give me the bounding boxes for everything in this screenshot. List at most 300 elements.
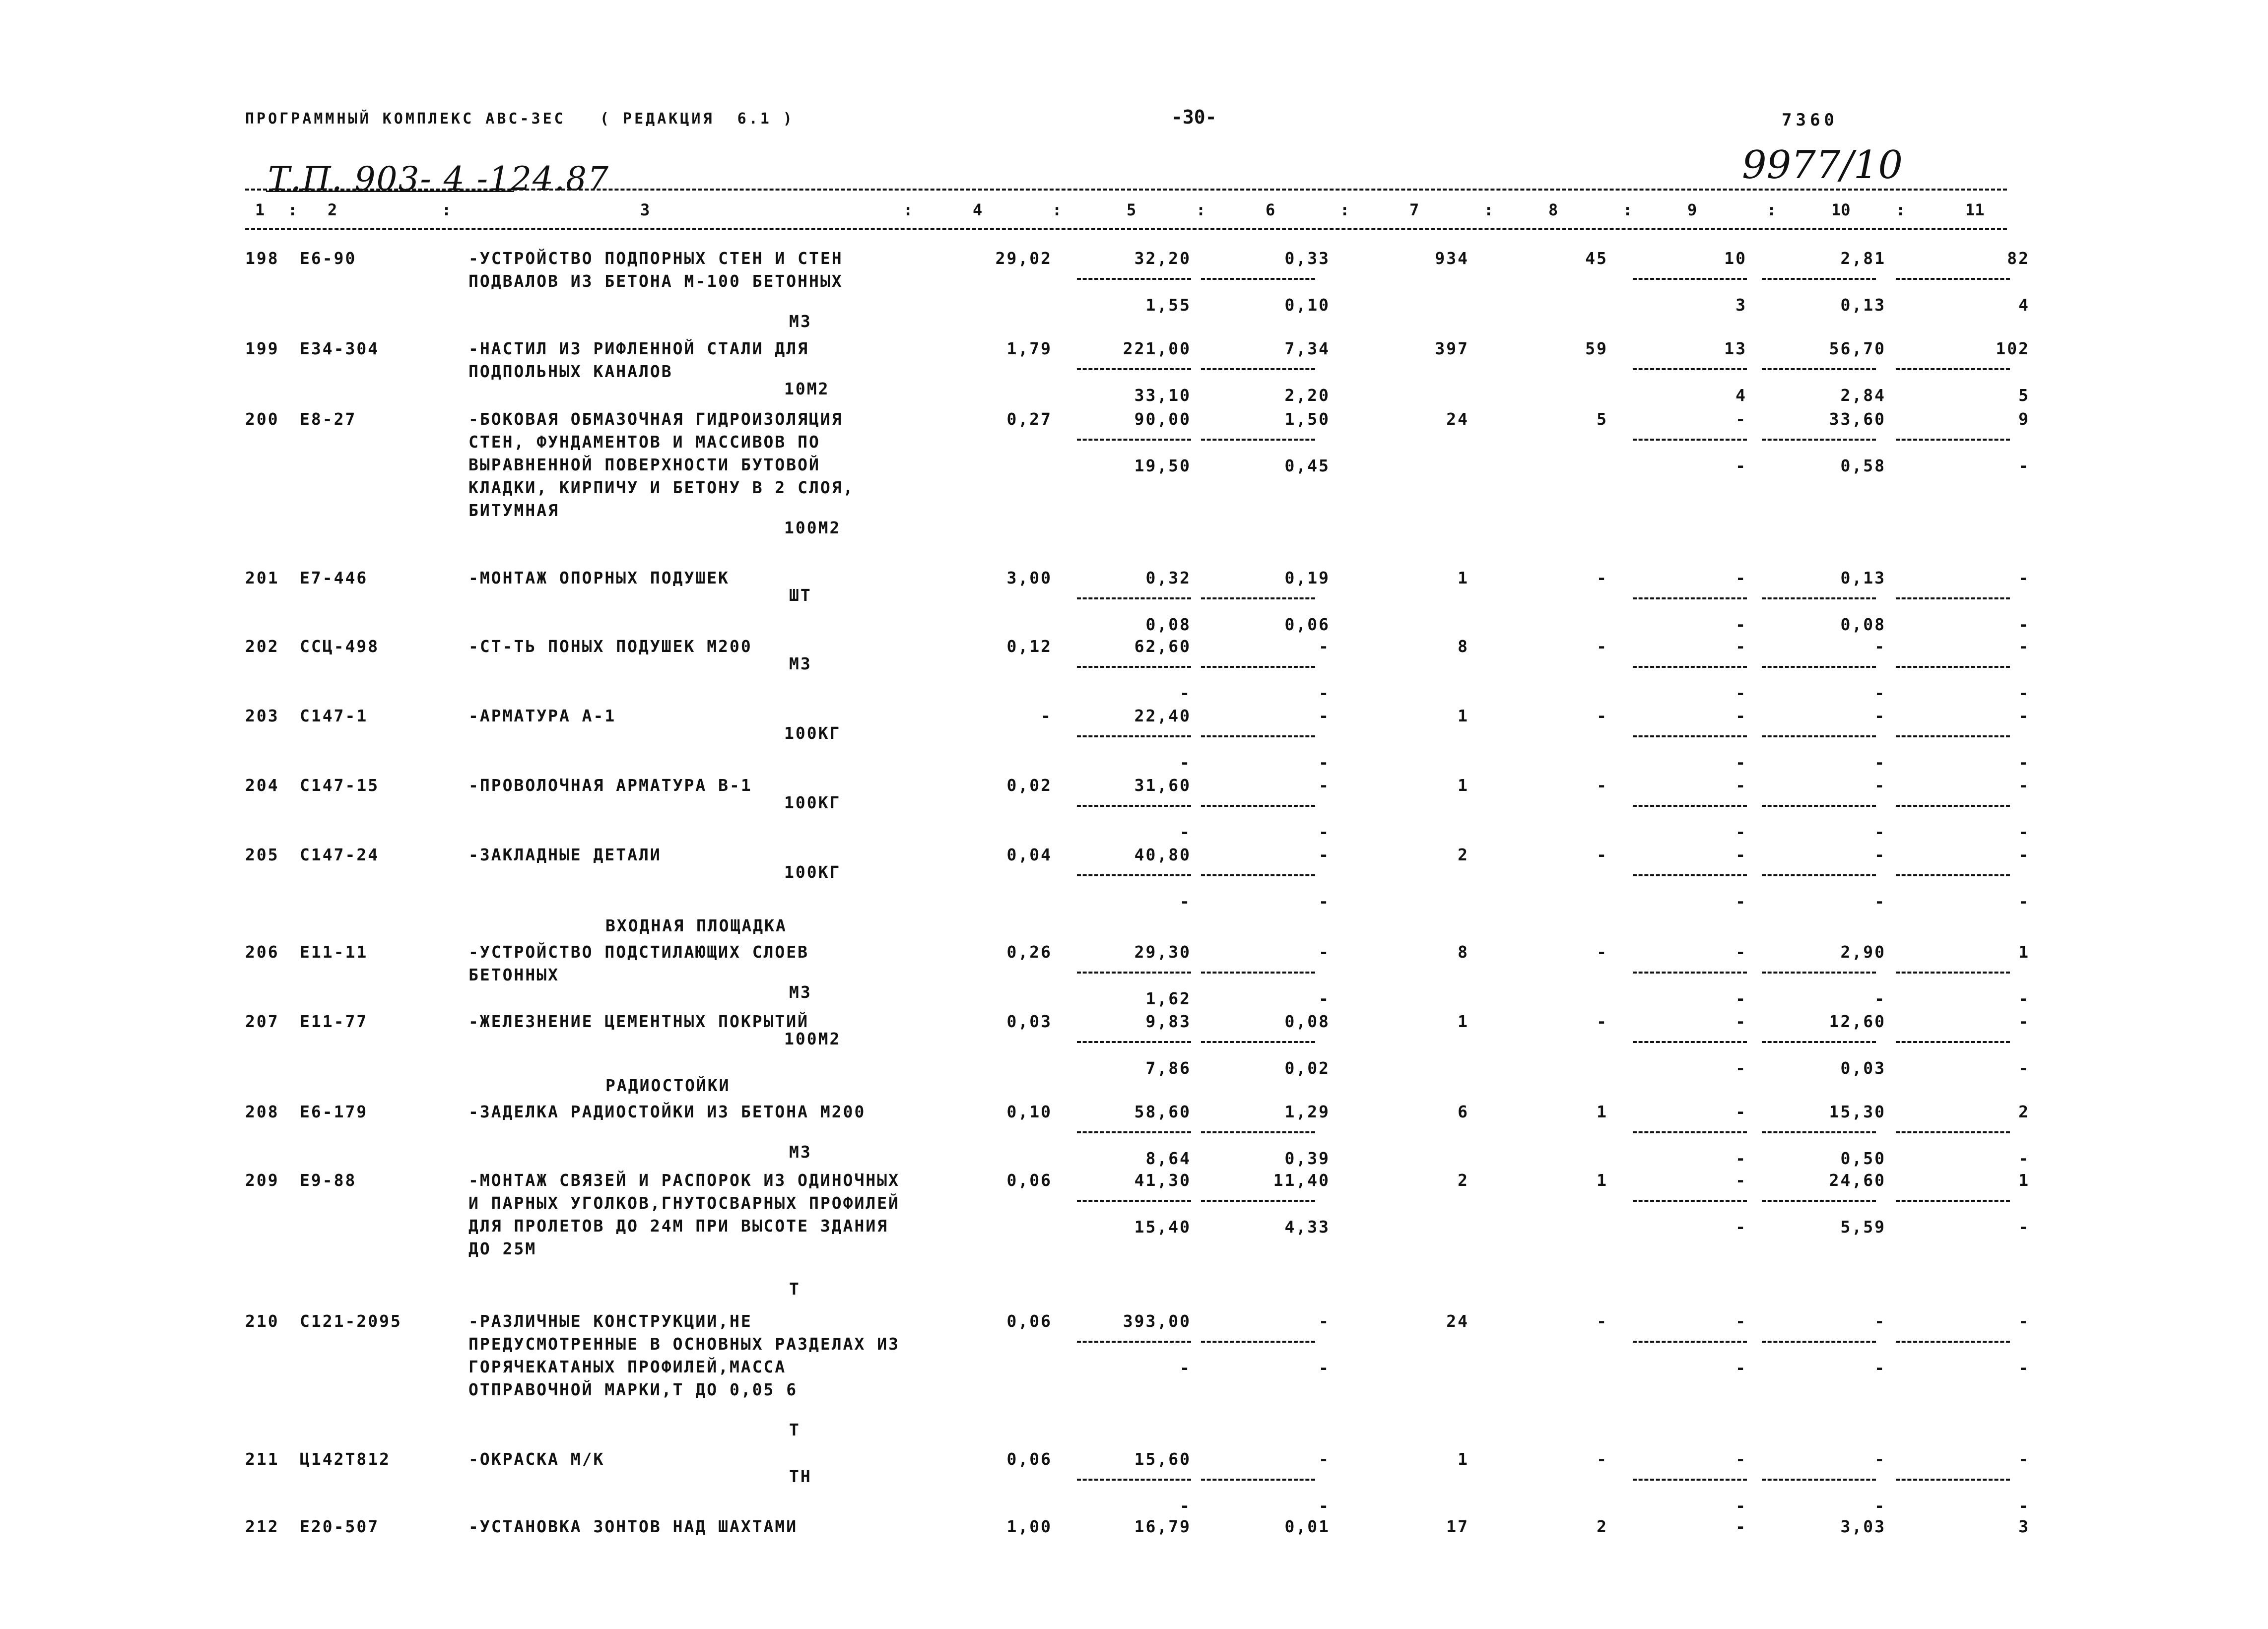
dashed-separator [1633, 1041, 1747, 1043]
row-code: Е11-77 [300, 1012, 368, 1031]
value-c9-top: - [1735, 845, 1747, 864]
value-col-8: - [1597, 776, 1608, 795]
value-c6-bottom: 0,02 [1284, 1058, 1330, 1078]
value-c10-bottom: 0,03 [1840, 1058, 1886, 1078]
value-c11-top: - [2018, 637, 2030, 656]
value-c6-bottom: 0,45 [1284, 456, 1330, 475]
row-number: 210 [245, 1311, 279, 1331]
row-name: -ЗАДЕЛКА РАДИОСТОЙКИ ИЗ БЕТОНА М200 [468, 1102, 866, 1121]
dashed-separator [1077, 1041, 1191, 1043]
value-c6-bottom: - [1319, 683, 1330, 703]
value-c5-top: 62,60 [1134, 637, 1191, 656]
value-c6-top: 7,34 [1284, 339, 1330, 358]
dashed-separator [1762, 439, 1876, 441]
value-c9-top: 13 [1724, 339, 1747, 358]
dashed-separator [1633, 735, 1747, 737]
value-c9-top: - [1735, 1311, 1747, 1331]
value-c9-top: - [1735, 1449, 1747, 1469]
value-c6-bottom: - [1319, 1358, 1330, 1377]
value-col-8: - [1597, 942, 1608, 962]
row-name: -ОКРАСКА М/К [468, 1449, 605, 1469]
value-col-4: 0,04 [1006, 845, 1052, 864]
value-c9-bottom: - [1735, 1217, 1747, 1237]
column-header-6: 6 [1266, 200, 1275, 219]
value-c9-bottom: - [1735, 1358, 1747, 1377]
program-header: ПРОГРАММНЫЙ КОМПЛЕКС АВС-ЗЕС ( РЕДАКЦИЯ 6.1 ) [245, 110, 795, 128]
dashed-separator [1077, 1131, 1191, 1133]
row-number: 209 [245, 1171, 279, 1190]
value-col-7: 6 [1458, 1102, 1469, 1121]
value-c10-bottom: 5,59 [1840, 1217, 1886, 1237]
value-c9-bottom: 4 [1735, 386, 1747, 405]
row-code: С147-24 [300, 845, 380, 864]
row-number: 212 [245, 1517, 279, 1536]
value-c9-bottom: - [1735, 753, 1747, 772]
document-code: 7360 [1782, 110, 1838, 130]
value-c11-top: 1 [2018, 942, 2030, 962]
value-c9-top: - [1735, 637, 1747, 656]
value-c6-bottom: - [1319, 892, 1330, 911]
value-c11-top: - [2018, 845, 2030, 864]
value-col-8: 45 [1585, 249, 1608, 268]
row-number: 200 [245, 409, 279, 429]
value-c9-bottom: - [1735, 1149, 1747, 1168]
row-name: -БОКОВАЯ ОБМАЗОЧНАЯ ГИДРОИЗОЛЯЦИЯ СТЕН, ФУНДАМЕНТОВ И МАССИВОВ ПО ВЫРАВНЕННОЙ ПОВЕРХНОСТИ БУТОВОЙ КЛАДКИ, КИРПИЧУ И БЕТОНУ В 2 СЛОЯ, БИТУМНАЯ [468, 409, 855, 520]
row-name: -МОНТАЖ ОПОРНЫХ ПОДУШЕК [468, 568, 730, 587]
value-c10-top: 2,81 [1840, 249, 1886, 268]
row-unit: М3 [789, 1142, 812, 1162]
row-number: 208 [245, 1102, 279, 1121]
row-unit: 100М2 [784, 518, 841, 537]
dashed-separator [1077, 972, 1191, 974]
value-c10-bottom: - [1874, 989, 1886, 1008]
value-col-7: 1 [1458, 776, 1469, 795]
dashed-separator [1201, 874, 1315, 876]
value-c9-bottom: - [1735, 683, 1747, 703]
dashed-separator [1201, 735, 1315, 737]
value-c5-top: 32,20 [1134, 249, 1191, 268]
row-code: Е8-27 [300, 409, 357, 429]
value-c9-top: - [1735, 1012, 1747, 1031]
value-col-7: 24 [1446, 1311, 1469, 1331]
value-col-8: - [1597, 568, 1608, 587]
dashed-separator [1201, 278, 1315, 280]
value-c11-top: 3 [2018, 1517, 2030, 1536]
value-c9-top: - [1735, 1517, 1747, 1536]
dashed-separator [1896, 439, 2010, 441]
value-c9-top: - [1735, 1102, 1747, 1121]
dashed-separator [1762, 1341, 1876, 1343]
dashed-separator [1201, 666, 1315, 668]
value-c6-top: 1,50 [1284, 409, 1330, 429]
tp-underline [266, 191, 514, 192]
value-c11-bottom: - [2018, 892, 2030, 911]
value-c10-bottom: 0,50 [1840, 1149, 1886, 1168]
dashed-separator [1201, 368, 1315, 370]
column-separator: : [1767, 200, 1777, 219]
column-header-4: 4 [973, 200, 983, 219]
value-c6-top: 0,19 [1284, 568, 1330, 587]
row-unit: 100КГ [784, 723, 841, 743]
value-c10-top: - [1874, 776, 1886, 795]
value-c5-bottom: 1,55 [1145, 295, 1191, 315]
row-number: 201 [245, 568, 279, 587]
value-c11-bottom: 5 [2018, 386, 2030, 405]
row-unit: 100КГ [784, 862, 841, 882]
value-c5-bottom: 0,08 [1145, 615, 1191, 634]
value-c5-top: 15,60 [1134, 1449, 1191, 1469]
value-col-4: 29,02 [995, 249, 1052, 268]
value-c5-top: 393,00 [1123, 1311, 1191, 1331]
row-unit: ТН [789, 1467, 812, 1486]
dashed-separator [1896, 1200, 2010, 1202]
value-c11-bottom: - [2018, 456, 2030, 475]
row-number: 198 [245, 249, 279, 268]
dashed-separator [1896, 368, 2010, 370]
value-c11-bottom: - [2018, 1358, 2030, 1377]
value-c9-top: - [1735, 409, 1747, 429]
tp-handwritten: Т.П. 903- 4 -124.87 [268, 160, 609, 198]
row-number: 204 [245, 776, 279, 795]
dashed-separator [1896, 1041, 2010, 1043]
value-col-4: 0,26 [1006, 942, 1052, 962]
dashed-separator [1633, 1479, 1747, 1481]
column-header-10: 10 [1831, 200, 1851, 219]
dashed-separator [1633, 805, 1747, 807]
value-c10-top: 33,60 [1829, 409, 1886, 429]
value-c10-bottom: - [1874, 822, 1886, 842]
value-c9-bottom: - [1735, 615, 1747, 634]
value-c6-top: - [1319, 942, 1330, 962]
value-c10-bottom: - [1874, 1358, 1886, 1377]
value-col-7: 1 [1458, 1012, 1469, 1031]
dashed-separator [1762, 1479, 1876, 1481]
value-c11-bottom: - [2018, 753, 2030, 772]
row-code: Ц142Т812 [300, 1449, 391, 1469]
value-c6-bottom: 0,06 [1284, 615, 1330, 634]
value-c6-top: 0,08 [1284, 1012, 1330, 1031]
value-c10-top: 56,70 [1829, 339, 1886, 358]
value-c5-top: 31,60 [1134, 776, 1191, 795]
value-c5-top: 9,83 [1145, 1012, 1191, 1031]
column-separator: : [903, 200, 913, 219]
value-c5-top: 41,30 [1134, 1171, 1191, 1190]
column-separator: : [1484, 200, 1494, 219]
value-c6-bottom: - [1319, 822, 1330, 842]
value-c9-bottom: - [1735, 989, 1747, 1008]
section-heading: РАДИОСТОЙКИ [605, 1076, 731, 1095]
value-c10-top: 24,60 [1829, 1171, 1886, 1190]
value-c11-bottom: - [2018, 822, 2030, 842]
dashed-separator [1762, 666, 1876, 668]
value-col-7: 2 [1458, 845, 1469, 864]
value-c10-top: 0,13 [1840, 568, 1886, 587]
dashed-separator [1201, 1479, 1315, 1481]
value-c6-bottom: 2,20 [1284, 386, 1330, 405]
row-name: -МОНТАЖ СВЯЗЕЙ И РАСПОРОК ИЗ ОДИНОЧНЫХ И ПАРНЫХ УГОЛКОВ,ГНУТОСВАРНЫХ ПРОФИЛЕЙ ДЛЯ ПРОЛЕТОВ ДО 24М ПРИ ВЫСОТЕ ЗДАНИЯ ДО 25М [468, 1171, 900, 1258]
dashed-separator [1762, 278, 1876, 280]
row-unit: 10М2 [784, 379, 830, 398]
dashed-separator [1762, 805, 1876, 807]
value-c6-top: - [1319, 845, 1330, 864]
value-c5-bottom: - [1180, 683, 1191, 703]
dashed-separator [1896, 735, 2010, 737]
row-code: Е34-304 [300, 339, 380, 358]
dashed-separator [1077, 1341, 1191, 1343]
value-c11-top: - [2018, 1449, 2030, 1469]
value-c9-top: - [1735, 942, 1747, 962]
value-c5-top: 16,79 [1134, 1517, 1191, 1536]
row-name: -РАЗЛИЧНЫЕ КОНСТРУКЦИИ,НЕ ПРЕДУСМОТРЕННЫЕ В ОСНОВНЫХ РАЗДЕЛАХ ИЗ ГОРЯЧЕКАТАНЫХ ПРОФИЛЕЙ,МАССА ОТПРАВОЧНОЙ МАРКИ,Т ДО 0,05 6 [468, 1311, 900, 1399]
value-col-7: 8 [1458, 942, 1469, 962]
row-name: -УСТРОЙСТВО ПОДПОРНЫХ СТЕН И СТЕН ПОДВАЛОВ ИЗ БЕТОНА М-100 БЕТОННЫХ [468, 249, 843, 291]
value-c9-bottom: - [1735, 892, 1747, 911]
value-c6-top: 0,01 [1284, 1517, 1330, 1536]
value-c11-top: - [2018, 1311, 2030, 1331]
row-name: -ЗАКЛАДНЫЕ ДЕТАЛИ [468, 845, 662, 864]
column-header-2: 2 [328, 200, 337, 219]
dashed-separator [1633, 278, 1747, 280]
value-c5-bottom: - [1180, 1358, 1191, 1377]
value-c5-top: 58,60 [1134, 1102, 1191, 1121]
value-c10-top: 12,60 [1829, 1012, 1886, 1031]
value-c11-top: - [2018, 776, 2030, 795]
value-col-7: 17 [1446, 1517, 1469, 1536]
dashed-separator [1077, 1200, 1191, 1202]
value-c11-top: 102 [1996, 339, 2030, 358]
value-col-4: 0,03 [1006, 1012, 1052, 1031]
value-c10-top: - [1874, 706, 1886, 725]
value-col-4: - [1041, 706, 1052, 725]
value-col-8: 5 [1597, 409, 1608, 429]
value-col-4: 0,10 [1006, 1102, 1052, 1121]
value-c11-bottom: - [2018, 989, 2030, 1008]
column-separator: : [1896, 200, 1906, 219]
dashed-separator [1201, 597, 1315, 599]
value-col-8: - [1597, 845, 1608, 864]
value-c10-top: - [1874, 637, 1886, 656]
dashed-separator [1077, 805, 1191, 807]
row-number: 205 [245, 845, 279, 864]
value-c10-top: 3,03 [1840, 1517, 1886, 1536]
row-name: -АРМАТУРА А-1 [468, 706, 616, 725]
dashed-separator [1201, 1200, 1315, 1202]
value-col-7: 24 [1446, 409, 1469, 429]
value-col-8: - [1597, 637, 1608, 656]
dashed-separator [1077, 874, 1191, 876]
value-col-4: 0,02 [1006, 776, 1052, 795]
row-code: С147-1 [300, 706, 368, 725]
column-header-7: 7 [1409, 200, 1419, 219]
row-unit: М3 [789, 654, 812, 673]
dashed-separator [1201, 1131, 1315, 1133]
value-c6-top: - [1319, 1311, 1330, 1331]
value-col-7: 2 [1458, 1171, 1469, 1190]
dashed-separator [1077, 439, 1191, 441]
value-c10-top: - [1874, 1449, 1886, 1469]
dashed-separator [1201, 805, 1315, 807]
value-c6-top: - [1319, 776, 1330, 795]
dashed-separator [1633, 1341, 1747, 1343]
value-col-4: 0,06 [1006, 1311, 1052, 1331]
dashed-separator [1896, 874, 2010, 876]
value-c5-bottom: - [1180, 753, 1191, 772]
dashed-separator [1633, 666, 1747, 668]
value-c6-top: - [1319, 1449, 1330, 1469]
value-c5-bottom: 19,50 [1134, 456, 1191, 475]
row-code: Е7-446 [300, 568, 368, 587]
value-c10-bottom: - [1874, 683, 1886, 703]
value-c10-bottom: 0,13 [1840, 295, 1886, 315]
value-c9-top: - [1735, 568, 1747, 587]
value-col-8: 2 [1597, 1517, 1608, 1536]
column-header-5: 5 [1127, 200, 1136, 219]
dashed-separator [1896, 805, 2010, 807]
value-c11-top: - [2018, 706, 2030, 725]
dashed-separator [1633, 972, 1747, 974]
value-col-7: 1 [1458, 706, 1469, 725]
value-c5-top: 40,80 [1134, 845, 1191, 864]
row-number: 203 [245, 706, 279, 725]
row-name: -УСТРОЙСТВО ПОДСТИЛАЮЩИХ СЛОЕВ БЕТОННЫХ [468, 942, 809, 984]
value-c5-top: 221,00 [1123, 339, 1191, 358]
value-c5-bottom: - [1180, 1496, 1191, 1515]
dashed-separator [1762, 735, 1876, 737]
column-separator: : [288, 200, 298, 219]
dashed-separator [1633, 597, 1747, 599]
dashed-separator [1077, 735, 1191, 737]
row-number: 211 [245, 1449, 279, 1469]
value-c6-bottom: 4,33 [1284, 1217, 1330, 1237]
value-c5-bottom: 8,64 [1145, 1149, 1191, 1168]
dashed-separator [1633, 1131, 1747, 1133]
row-code: Е6-179 [300, 1102, 368, 1121]
value-c5-bottom: - [1180, 892, 1191, 911]
dashed-separator [1633, 874, 1747, 876]
dashed-separator [1077, 666, 1191, 668]
dashed-separator [1201, 972, 1315, 974]
value-c11-top: - [2018, 568, 2030, 587]
value-c10-bottom: - [1874, 753, 1886, 772]
column-separator: : [1623, 200, 1633, 219]
value-col-7: 8 [1458, 637, 1469, 656]
dashed-separator [1633, 368, 1747, 370]
value-c11-bottom: 4 [2018, 295, 2030, 315]
column-separator: : [1196, 200, 1206, 219]
dashed-separator [1762, 1041, 1876, 1043]
value-c10-bottom: - [1874, 892, 1886, 911]
value-col-4: 3,00 [1006, 568, 1052, 587]
value-c10-bottom: - [1874, 1496, 1886, 1515]
value-col-8: - [1597, 706, 1608, 725]
value-c11-top: 2 [2018, 1102, 2030, 1121]
dashed-separator [1762, 368, 1876, 370]
value-col-8: 59 [1585, 339, 1608, 358]
value-c6-top: 11,40 [1273, 1171, 1330, 1190]
value-col-4: 1,79 [1006, 339, 1052, 358]
value-c9-top: - [1735, 776, 1747, 795]
value-c9-top: 10 [1724, 249, 1747, 268]
row-code: Е11-11 [300, 942, 368, 962]
value-col-8: - [1597, 1311, 1608, 1331]
row-unit: Т [789, 1420, 800, 1439]
value-c11-top: - [2018, 1012, 2030, 1031]
row-number: 207 [245, 1012, 279, 1031]
row-code: ССЦ-498 [300, 637, 380, 656]
column-header-3: 3 [640, 200, 650, 219]
dashed-separator [1896, 1341, 2010, 1343]
value-c11-bottom: - [2018, 1149, 2030, 1168]
row-unit: Т [789, 1279, 800, 1299]
value-c6-top: - [1319, 637, 1330, 656]
value-c10-top: - [1874, 1311, 1886, 1331]
dashed-separator [1201, 1041, 1315, 1043]
value-col-4: 0,06 [1006, 1171, 1052, 1190]
value-c10-top: - [1874, 845, 1886, 864]
row-code: Е9-88 [300, 1171, 357, 1190]
header-rule-bottom [245, 228, 2007, 230]
dashed-separator [1896, 1131, 2010, 1133]
value-col-8: 1 [1597, 1171, 1608, 1190]
sheet-handwritten: 9977/10 [1742, 143, 1903, 188]
value-col-7: 1 [1458, 568, 1469, 587]
dashed-separator [1201, 1341, 1315, 1343]
value-col-8: 1 [1597, 1102, 1608, 1121]
value-c9-bottom: - [1735, 822, 1747, 842]
row-code: Е6-90 [300, 249, 357, 268]
value-c11-bottom: - [2018, 1496, 2030, 1515]
value-c10-bottom: 0,58 [1840, 456, 1886, 475]
value-c9-bottom: - [1735, 456, 1747, 475]
row-number: 199 [245, 339, 279, 358]
value-col-8: - [1597, 1012, 1608, 1031]
page-number: -30- [1171, 106, 1217, 128]
value-c6-bottom: 0,39 [1284, 1149, 1330, 1168]
dashed-separator [1633, 439, 1747, 441]
value-c11-top: 82 [2007, 249, 2030, 268]
row-name: -ЖЕЛЕЗНЕНИЕ ЦЕМЕНТНЫХ ПОКРЫТИЙ [468, 1012, 809, 1031]
value-c6-bottom: - [1319, 989, 1330, 1008]
value-c6-top: 1,29 [1284, 1102, 1330, 1121]
value-c5-bottom: 15,40 [1134, 1217, 1191, 1237]
dashed-separator [1201, 439, 1315, 441]
row-name: -УСТАНОВКА ЗОНТОВ НАД ШАХТАМИ [468, 1517, 798, 1536]
row-code: С147-15 [300, 776, 380, 795]
dashed-separator [1762, 874, 1876, 876]
value-col-4: 0,27 [1006, 409, 1052, 429]
section-heading: ВХОДНАЯ ПЛОЩАДКА [605, 916, 787, 935]
value-c6-top: 0,33 [1284, 249, 1330, 268]
dashed-separator [1762, 1200, 1876, 1202]
dashed-separator [1896, 597, 2010, 599]
dashed-separator [1077, 278, 1191, 280]
dashed-separator [1762, 1131, 1876, 1133]
value-c9-bottom: 3 [1735, 295, 1747, 315]
dashed-separator [1896, 666, 2010, 668]
value-c9-bottom: - [1735, 1496, 1747, 1515]
row-number: 206 [245, 942, 279, 962]
value-c11-bottom: - [2018, 683, 2030, 703]
value-c10-bottom: 2,84 [1840, 386, 1886, 405]
value-c9-top: - [1735, 706, 1747, 725]
value-col-8: - [1597, 1449, 1608, 1469]
value-c5-top: 90,00 [1134, 409, 1191, 429]
value-c10-top: 15,30 [1829, 1102, 1886, 1121]
column-separator: : [442, 200, 452, 219]
value-col-4: 0,12 [1006, 637, 1052, 656]
column-header-11: 11 [1965, 200, 1985, 219]
value-c6-bottom: - [1319, 753, 1330, 772]
